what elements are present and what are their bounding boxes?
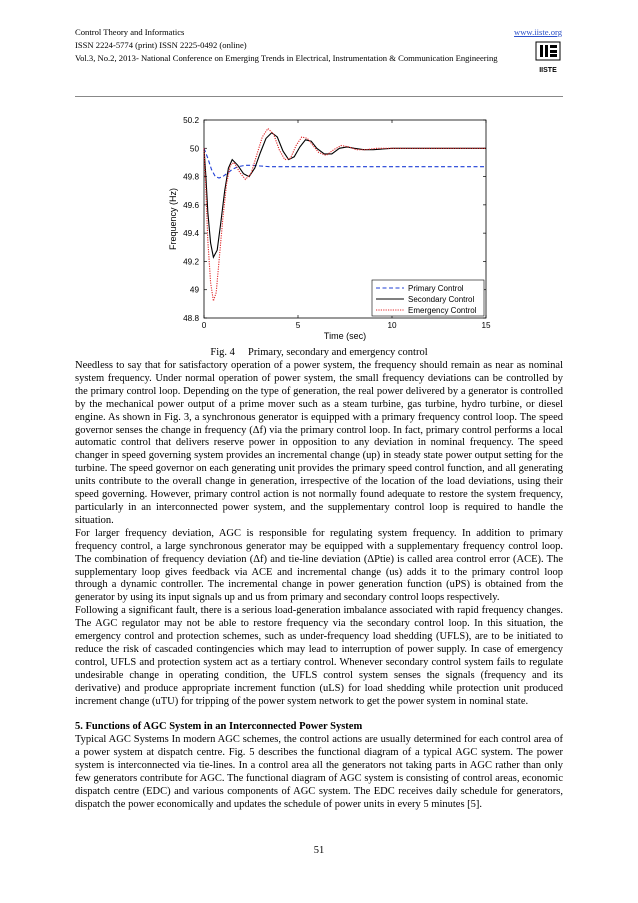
y-tick-label: 50.2 xyxy=(183,116,199,125)
series-line-secondary-control xyxy=(204,133,486,258)
series-line-primary-control xyxy=(204,148,486,178)
issn-line: ISSN 2224-5774 (print) ISSN 2225-0492 (online) xyxy=(75,40,247,50)
x-axis-label: Time (sec) xyxy=(323,331,367,341)
logo-text: IISTE xyxy=(539,67,557,74)
y-tick-label: 49.2 xyxy=(183,257,199,267)
series-line-emergency-control xyxy=(204,129,486,302)
y-tick-label: 49.8 xyxy=(183,172,199,182)
x-tick-label: 5 xyxy=(295,321,301,330)
frequency-response-chart xyxy=(160,110,500,345)
x-tick-label: 0 xyxy=(201,321,207,330)
figure-caption: Fig. 4 Primary, secondary and emergency control xyxy=(210,347,428,358)
y-tick-label: 49 xyxy=(189,285,199,295)
section-paragraph: Typical AGC Systems In modern AGC schemes, the control actions are usually determined for each control area of a power system at dispatch centre. Fig. 5 describes the functional diagram of a typical AGC system. The power system is interconnected via tie-lines. In a control area all the generators not taking parts in AGC rather than only few generators contribute for AGC. The functional diagram of AGC system is consisting of control areas, economic dispatch centre (EDC) and various components of AGC system. The EDC receives daily schedule for generators, dispatch the power economically and updates the schedule of power units in every 5 minutes [5]. xyxy=(75,734,563,810)
iiste-logo-icon xyxy=(534,40,562,78)
body-text xyxy=(75,360,563,812)
legend-label: Primary Control xyxy=(408,284,464,293)
volume-line: Vol.3, No.2, 2013- National Conference on Emerging Trends in Electrical, Instrumentation & Communication Engineering xyxy=(75,53,498,63)
website-link[interactable]: www.iiste.org xyxy=(514,27,562,37)
y-tick-label: 49.4 xyxy=(183,229,199,239)
y-tick-label: 49.6 xyxy=(183,200,199,210)
legend-label: Emergency Control xyxy=(408,306,477,315)
header-rule xyxy=(75,96,563,97)
legend-label: Secondary Control xyxy=(408,295,475,304)
paragraph-2: For larger frequency deviation, AGC is responsible for regulating system frequency. In addition to primary frequency control, a large synchronous generator may be equipped with a supplementary frequency control loop. The combination of frequency deviation (Δf) and tie-line deviation (ΔPtie) is called area control error (ACE). The supplementary loop gives feedback via ACE and incremental change (us) adds it to the primary control loop through a dynamic controller. The incremental change in power generation function (uPS) is obtained from the generator by using its input signals up and us from primary and secondary control loops respectively. xyxy=(75,527,563,604)
chart-legend xyxy=(372,280,484,316)
journal-name: Control Theory and Informatics xyxy=(75,27,185,37)
x-tick-label: 10 xyxy=(387,321,397,330)
page-number: 51 xyxy=(313,845,325,856)
paragraph-1: Needless to say that for satisfactory operation of a power system, the frequency should remain as near as nominal system frequency. Under normal operation of power system, the small frequency deviations can be controlled by the primary control loop. Depending on the type of generation, the real power delivered by a generator is controlled by the mechanical power output of a prime mover such as a steam turbine, gas turbine, hydro turbine, or diesel engine. As shown in Fig. 3, a synchronous generator is equipped with a primary frequency control loop. The speed governor senses the change in frequency (Δf) via the primary control loop. In fact, primary control performs a local automatic control that delivers reserve power in opposition to any deviation in nominal frequency. The speed changer in speed governing system provides an incremental change (up) in steady state power output setting for the turbine. The speed governor on each generating unit provides the primary speed control function, and all generating units contribute to the overall change in generation, irrespective of the location of the load deviations, using their speed governing. However, primary control action is not normally found adequate to restore the system frequency, particularly in an interconnected power system, and the supplementary control loop is required to handle the situation. xyxy=(75,360,563,526)
x-tick-label: 15 xyxy=(481,321,491,330)
section-heading: 5. Functions of AGC System in an Interconnected Power System xyxy=(75,721,363,733)
y-axis-label: Frequency (Hz) xyxy=(168,187,178,251)
y-tick-label: 48.8 xyxy=(183,314,199,323)
series-lines xyxy=(204,129,486,302)
paragraph-3: Following a significant fault, there is a serious load-generation imbalance associated with rapid frequency changes. The AGC regulator may not be able to restore frequency via the secondary control loop. In this situation, the emergency control and protection schemes, such as under-frequency load shedding (UFLS), are to be initiated to reduce the risk of cascaded contingencies which may lead to interruption of power supply. In case of emergency control, UFLS and protection system act as a tertiary control. Whenever secondary control system fails to regulate undesirable change in operating condition, the UFLS control system senses the signals (frequency and its derivative) and produce appropriate increment function (uLS) for load shedding while protection unit produced increment change (uTU) for tripping of the power system network to get the power system in nominal state. xyxy=(75,605,563,707)
y-tick-label: 50 xyxy=(189,144,199,154)
